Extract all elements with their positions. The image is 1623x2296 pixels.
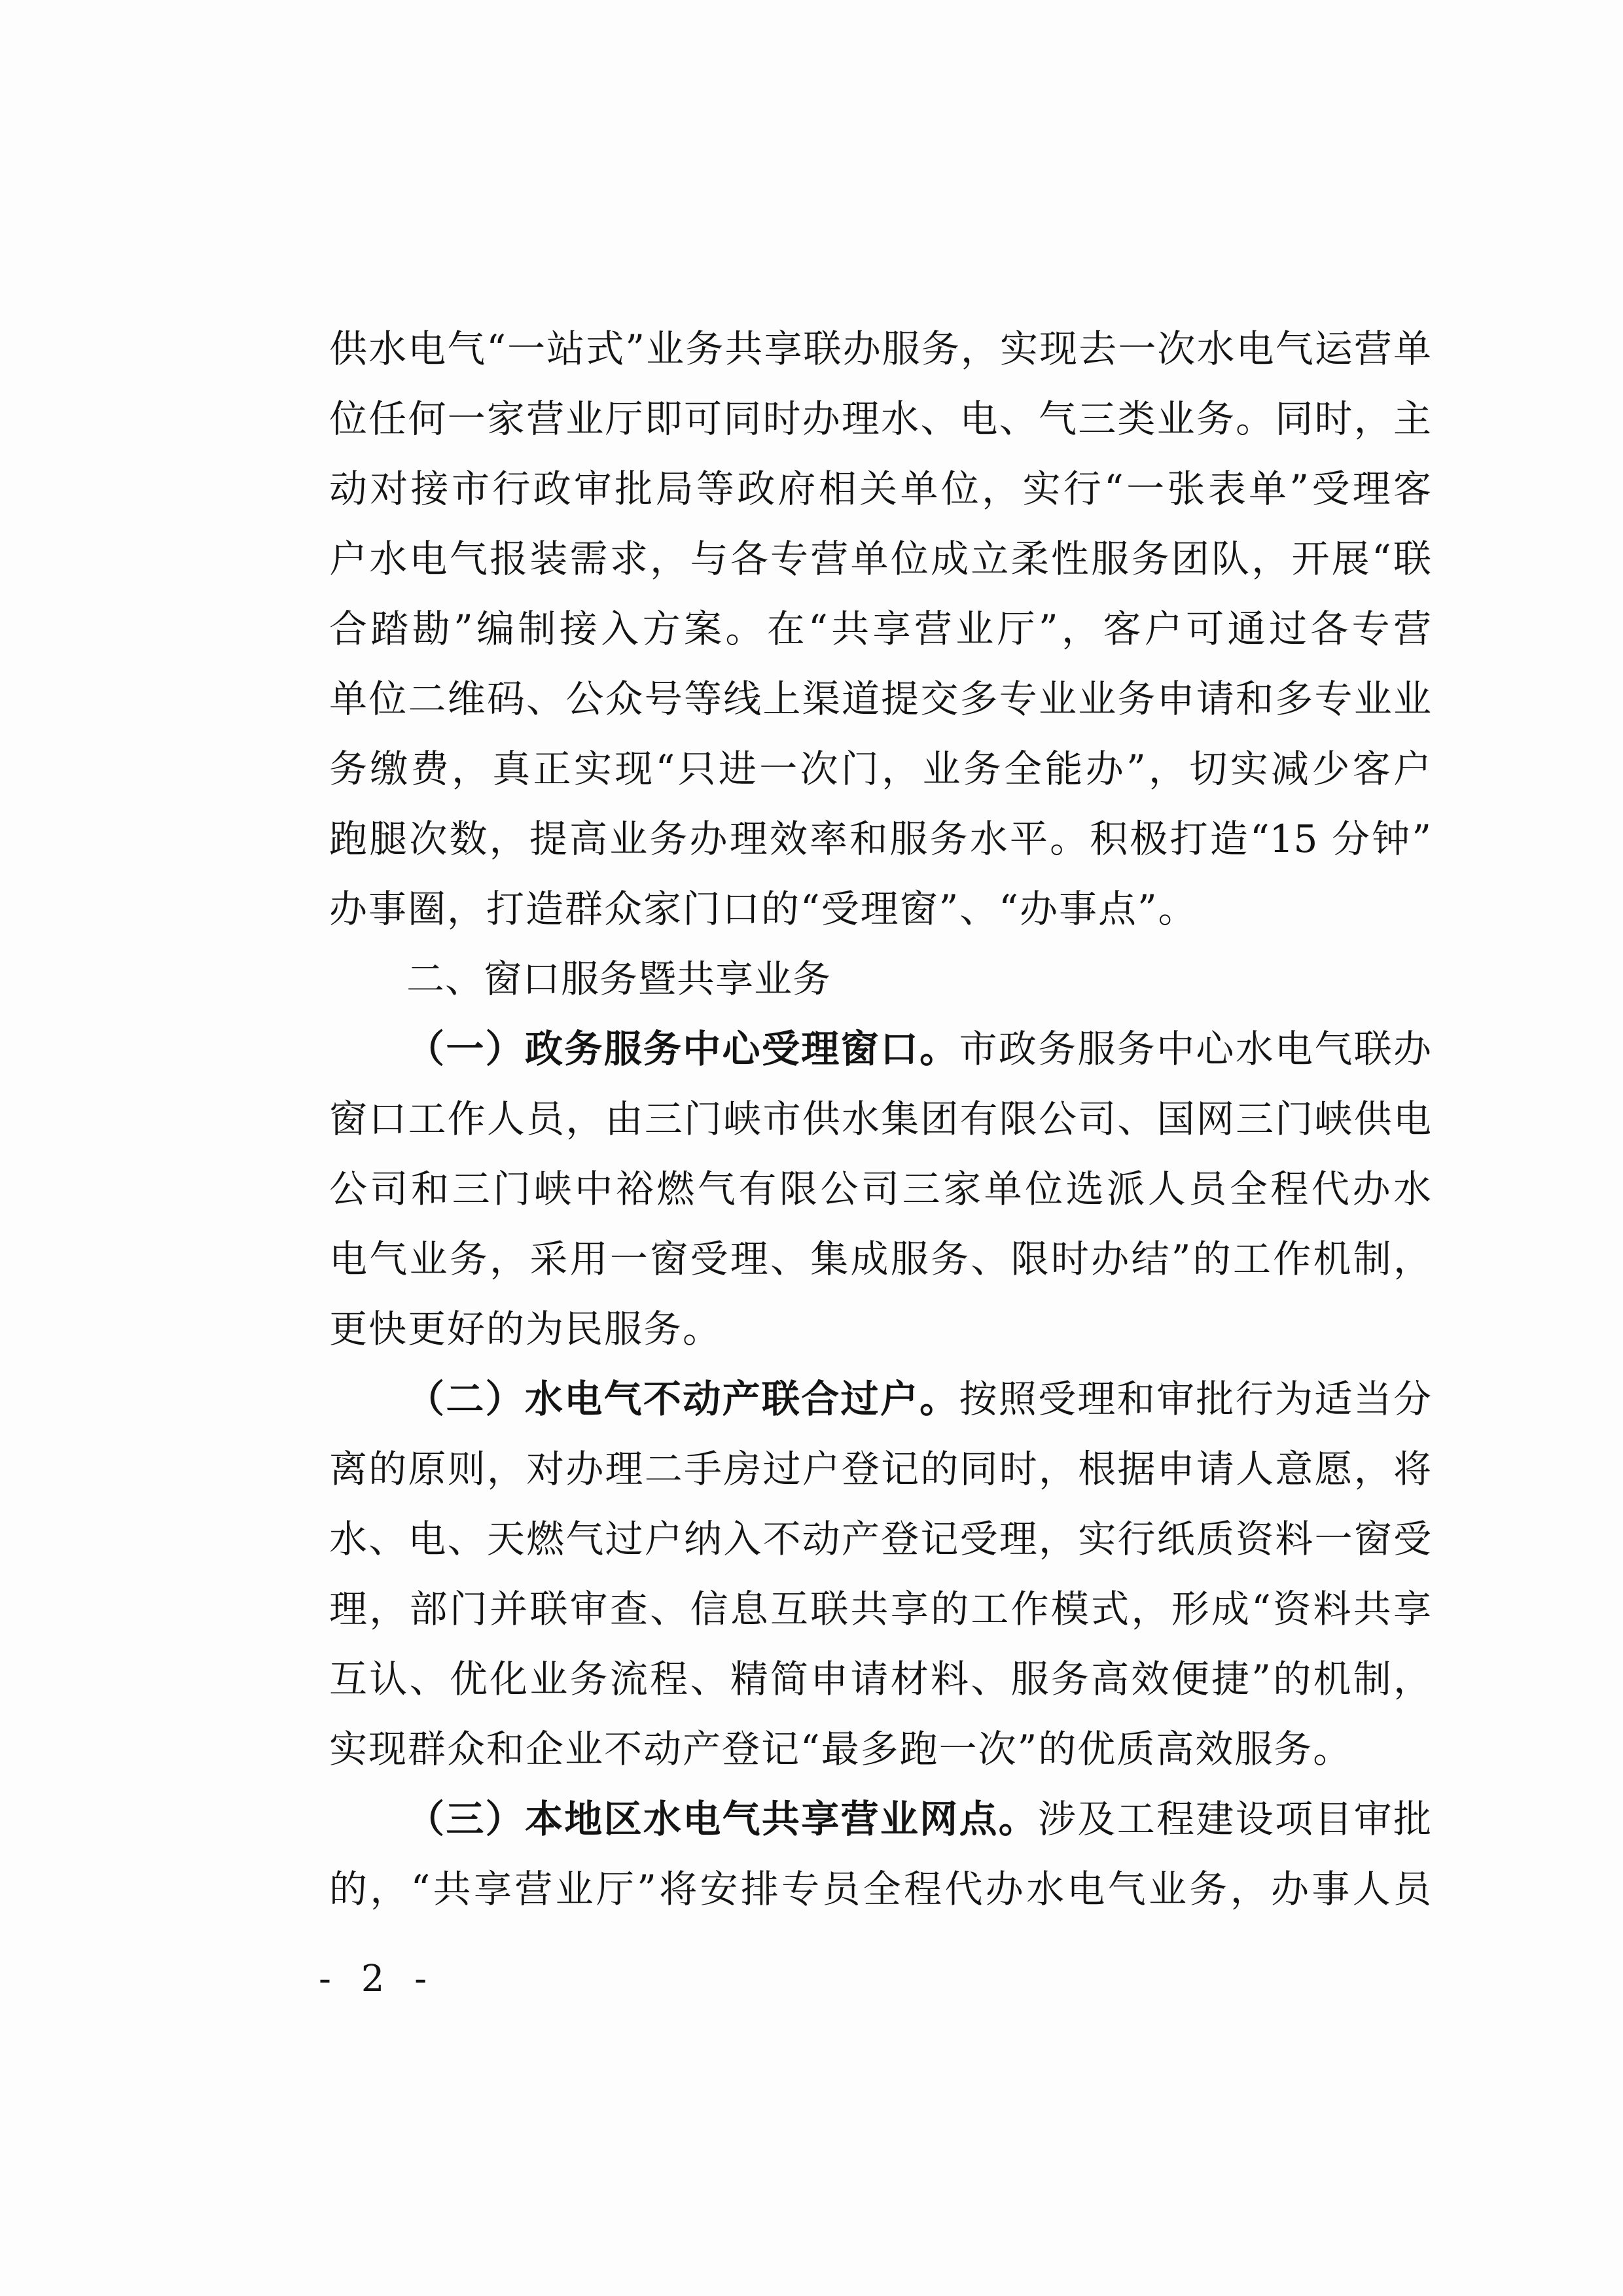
text-line: 户水电气报装需求，与各专营单位成立柔性服务团队，开展“联 bbox=[329, 537, 1431, 581]
text-line: 务缴费，真正实现“只进一次门，业务全能办”，切实减少客户 bbox=[329, 747, 1431, 791]
section-heading: 二、窗口服务暨共享业务 bbox=[406, 957, 832, 1001]
text-line: 跑腿次数，提高业务办理效率和服务水平。积极打造“15 分钟” bbox=[329, 817, 1431, 861]
paragraph-intro bbox=[329, 314, 1431, 944]
subsection-first-line bbox=[329, 1364, 1431, 1434]
subsection-text: 市政务服务中心水电气联办 bbox=[959, 1027, 1431, 1071]
text-line: 电气业务，采用一窗受理、集成服务、限时办结”的工作机制， bbox=[329, 1237, 1431, 1281]
text-line: 离的原则，对办理二手房过户登记的同时，根据申请人意愿，将 bbox=[329, 1447, 1431, 1491]
subsection-title: （三）本地区水电气共享营业网点。 bbox=[406, 1797, 1039, 1841]
text-line: 理，部门并联审查、信息互联共享的工作模式，形成“资料共享 bbox=[329, 1587, 1431, 1631]
text-line: 供水电气“一站式”业务共享联办服务，实现去一次水电气运营单 bbox=[329, 327, 1431, 371]
text-line: 办事圈，打造群众家门口的“受理窗”、“办事点”。 bbox=[329, 887, 1198, 931]
subsection-text: 按照受理和审批行为适当分 bbox=[959, 1377, 1431, 1421]
subsection-3 bbox=[329, 1784, 1431, 1924]
text-line: 水、电、天燃气过户纳入不动产登记受理，实行纸质资料一窗受 bbox=[329, 1517, 1431, 1561]
subsection-first-line bbox=[329, 1784, 1431, 1854]
text-line: 更快更好的为民服务。 bbox=[329, 1307, 722, 1351]
subsection-first-line bbox=[329, 1014, 1431, 1084]
subsection-title: （一）政务服务中心受理窗口。 bbox=[406, 1027, 959, 1071]
text-line: 合踏勘”编制接入方案。在“共享营业厅”，客户可通过各专营 bbox=[329, 607, 1431, 651]
subsection-1 bbox=[329, 1014, 1431, 1364]
subsection-2 bbox=[329, 1364, 1431, 1784]
text-line: 窗口工作人员，由三门峡市供水集团有限公司、国网三门峡供电 bbox=[329, 1097, 1431, 1141]
text-line: 单位二维码、公众号等线上渠道提交多专业业务申请和多专业业 bbox=[329, 677, 1431, 721]
subsection-title: （二）水电气不动产联合过户。 bbox=[406, 1377, 959, 1421]
text-line: 互认、优化业务流程、精简申请材料、服务高效便捷”的机制， bbox=[329, 1657, 1431, 1701]
page-number: - 2 - bbox=[319, 1958, 437, 2000]
subsection-text: 涉及工程建设项目审批 bbox=[1038, 1797, 1431, 1841]
text-line: 的，“共享营业厅”将安排专员全程代办水电气业务，办事人员 bbox=[329, 1867, 1431, 1911]
document-body bbox=[329, 314, 1431, 1924]
text-line: 动对接市行政审批局等政府相关单位，实行“一张表单”受理客 bbox=[329, 467, 1431, 511]
text-line: 公司和三门峡中裕燃气有限公司三家单位选派人员全程代办水 bbox=[329, 1167, 1431, 1211]
text-line: 位任何一家营业厅即可同时办理水、电、气三类业务。同时，主 bbox=[329, 397, 1431, 441]
text-line: 实现群众和企业不动产登记“最多跑一次”的优质高效服务。 bbox=[329, 1727, 1353, 1771]
